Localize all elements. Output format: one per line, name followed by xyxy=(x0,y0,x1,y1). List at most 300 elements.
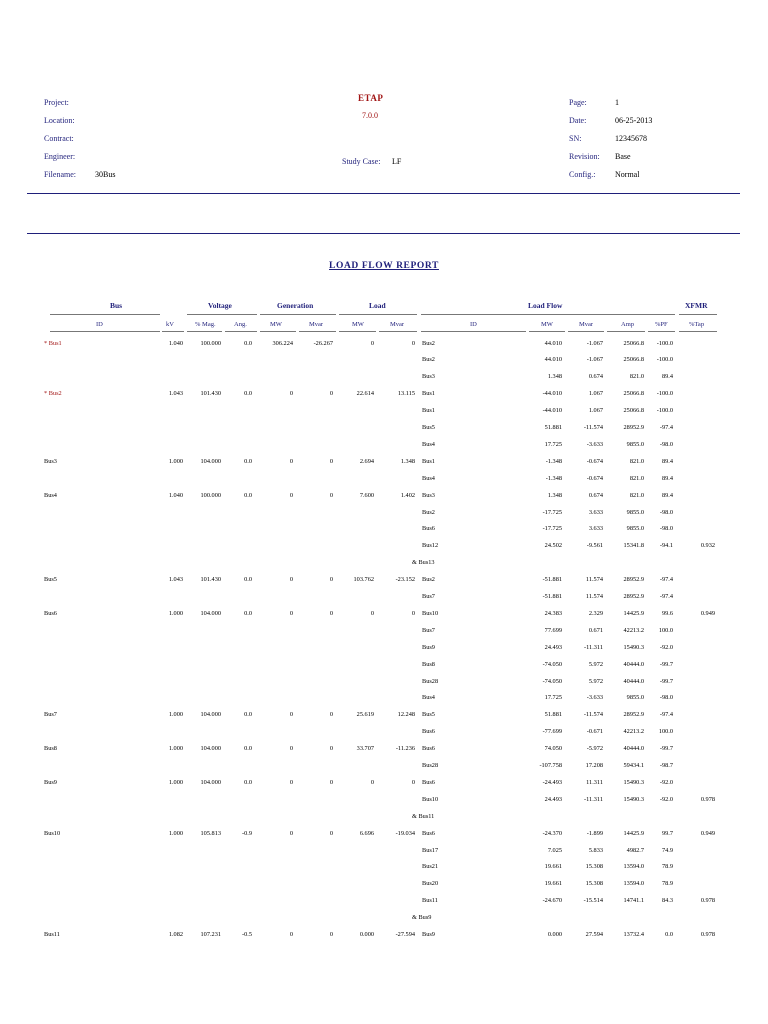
flow-to-bus: Bus6 xyxy=(422,728,435,736)
flow-pf: -92.0 xyxy=(659,778,673,786)
flow-mvar: 1.067 xyxy=(588,390,603,398)
flow-mvar: -3.633 xyxy=(586,694,603,702)
flow-mvar: -5.972 xyxy=(586,745,603,753)
bus-kv: 1.000 xyxy=(168,778,183,786)
bus-kv: 1.043 xyxy=(168,576,183,584)
col-gen-mvar: Mvar xyxy=(309,321,324,328)
rule-tap xyxy=(679,331,717,332)
page-label: Page: xyxy=(569,98,587,107)
gen-mvar: 0 xyxy=(329,829,333,837)
bus-id: Bus7 xyxy=(44,711,57,719)
flow-pf: -98.0 xyxy=(659,694,673,702)
flow-amp: 40444.0 xyxy=(623,745,644,753)
voltage-ang: 0.0 xyxy=(244,491,252,499)
voltage-ang: 0.0 xyxy=(244,339,252,347)
flow-mvar: -0.674 xyxy=(586,474,603,482)
bus-id: Bus3 xyxy=(44,457,57,465)
flow-mw: -44.010 xyxy=(542,407,562,415)
flow-pf: 78.9 xyxy=(661,863,673,871)
load-mw: 6.696 xyxy=(359,829,374,837)
flow-amp: 25066.8 xyxy=(623,407,644,415)
xfmr-tap: 0.949 xyxy=(700,829,715,837)
voltage-mag: 105.813 xyxy=(200,829,221,837)
flow-to-bus: Bus10 xyxy=(422,795,439,803)
flow-mw: 44.010 xyxy=(544,339,562,347)
flow-mvar: 0.671 xyxy=(588,626,603,634)
rule-kv xyxy=(162,331,184,332)
gen-mvar: 0 xyxy=(329,390,333,398)
config-value: Normal xyxy=(615,170,640,179)
page-value: 1 xyxy=(615,98,619,107)
flow-to-bus: Bus3 xyxy=(422,373,435,381)
flow-mw: 17.725 xyxy=(544,694,562,702)
app-name: ETAP xyxy=(358,93,384,103)
flow-pf: 78.9 xyxy=(661,880,673,888)
flow-pf: 0.0 xyxy=(665,931,673,938)
load-mvar: 0 xyxy=(411,339,415,347)
gen-mvar: 0 xyxy=(329,457,333,465)
filename-value: 30Bus xyxy=(95,170,116,179)
flow-pf: 99.7 xyxy=(661,829,673,837)
flow-mvar: -3.633 xyxy=(586,440,603,448)
flow-mw: -1.348 xyxy=(545,457,562,465)
flow-mw: 19.661 xyxy=(544,863,562,871)
revision-value: Base xyxy=(615,152,631,161)
voltage-mag: 104.000 xyxy=(200,778,221,786)
flow-mvar: 17.208 xyxy=(585,762,603,769)
flow-mvar: 5.972 xyxy=(588,660,603,668)
flow-pf: -97.4 xyxy=(659,576,673,584)
gen-mw: 0 xyxy=(289,745,293,753)
load-mvar: 13.115 xyxy=(397,390,415,398)
bus-kv: 1.000 xyxy=(168,745,183,753)
flow-mvar: 1.067 xyxy=(588,407,603,415)
flow-to-bus: Bus12 xyxy=(422,542,439,550)
col-id: ID xyxy=(96,321,103,328)
gen-mw: 0 xyxy=(289,457,293,465)
flow-to-bus: Bus7 xyxy=(422,593,435,600)
group-generation: Generation xyxy=(277,301,314,310)
flow-mvar: 15.308 xyxy=(585,863,603,871)
col-load-mw: MW xyxy=(352,321,364,328)
bus-id: Bus5 xyxy=(44,576,57,584)
rule-id xyxy=(50,331,160,332)
load-mw: 22.614 xyxy=(356,390,374,398)
gen-mvar: 0 xyxy=(329,778,333,786)
bus-kv: 1.082 xyxy=(168,931,183,938)
flow-pf: -100.0 xyxy=(656,339,673,347)
flow-mvar: 3.633 xyxy=(588,525,603,533)
flow-mvar: -0.671 xyxy=(586,728,603,736)
flow-mw: -24.370 xyxy=(542,829,562,837)
flow-mw: 44.010 xyxy=(544,356,562,364)
flow-mvar: 0.674 xyxy=(588,373,603,381)
flow-to-bus: & Bus13 xyxy=(412,559,435,567)
flow-mw: -51.881 xyxy=(542,576,562,584)
rule-pf xyxy=(648,331,675,332)
gen-mw: 0 xyxy=(289,609,293,617)
flow-mw: -44.010 xyxy=(542,390,562,398)
bus-kv: 1.040 xyxy=(168,491,183,499)
flow-mvar: 15.308 xyxy=(585,880,603,888)
flow-pf: 84.3 xyxy=(661,897,673,905)
gen-mw: 0 xyxy=(289,931,293,938)
gen-mw: 0 xyxy=(289,491,293,499)
project-label: Project: xyxy=(44,98,69,107)
load-mvar: 12.248 xyxy=(397,711,415,719)
flow-amp: 25066.8 xyxy=(623,356,644,364)
bus-kv: 1.000 xyxy=(168,457,183,465)
flow-to-bus: Bus20 xyxy=(422,880,439,888)
voltage-ang: 0.0 xyxy=(244,576,252,584)
flow-pf: 100.0 xyxy=(658,626,673,634)
flow-pf: 89.4 xyxy=(661,373,673,381)
col-tap: %Tap xyxy=(689,321,705,328)
rule-xfmr xyxy=(679,314,717,315)
flow-pf: 99.6 xyxy=(661,609,673,617)
flow-mw: 17.725 xyxy=(544,440,562,448)
flow-mvar: -11.311 xyxy=(584,643,603,651)
flow-amp: 42213.2 xyxy=(623,728,644,736)
flow-mw: 24.493 xyxy=(544,643,562,651)
rule-gen-mw xyxy=(260,331,296,332)
flow-amp: 9855.0 xyxy=(626,440,644,448)
col-lf-mw: MW xyxy=(541,321,553,328)
flow-amp: 9855.0 xyxy=(626,525,644,533)
flow-amp: 40444.0 xyxy=(623,660,644,668)
flow-mw: 74.050 xyxy=(544,745,562,753)
flow-to-bus: Bus1 xyxy=(422,407,435,415)
load-mvar: 0 xyxy=(411,609,415,617)
config-label: Config.: xyxy=(569,170,596,179)
gen-mw: 0 xyxy=(289,711,293,719)
flow-amp: 40444.0 xyxy=(623,677,644,685)
rule-ang xyxy=(225,331,257,332)
xfmr-tap: 0.978 xyxy=(700,931,715,938)
bus-kv: 1.043 xyxy=(168,390,183,398)
bus-id: * Bus2 xyxy=(44,390,62,398)
flow-mvar: -1.067 xyxy=(586,356,603,364)
flow-pf: -98.0 xyxy=(659,525,673,533)
col-gen-mw: MW xyxy=(270,321,282,328)
col-ang: Ang. xyxy=(234,321,247,328)
load-mw: 2.694 xyxy=(359,457,374,465)
flow-amp: 13594.0 xyxy=(623,863,644,871)
load-mw: 7.600 xyxy=(359,491,374,499)
flow-mw: -74.050 xyxy=(542,677,562,685)
flow-amp: 28952.9 xyxy=(623,711,644,719)
voltage-ang: 0.0 xyxy=(244,745,252,753)
rule-bus xyxy=(50,314,160,315)
load-mw: 0 xyxy=(370,609,374,617)
study-case-value: LF xyxy=(392,157,402,166)
col-amp: Amp xyxy=(621,321,634,328)
sn-value: 12345678 xyxy=(615,134,647,143)
voltage-mag: 104.000 xyxy=(200,745,221,753)
sn-label: SN: xyxy=(569,134,582,143)
flow-pf: -100.0 xyxy=(656,407,673,415)
voltage-ang: 0.0 xyxy=(244,457,252,465)
flow-to-bus: Bus7 xyxy=(422,626,435,634)
flow-mvar: -9.561 xyxy=(586,542,603,550)
voltage-mag: 100.000 xyxy=(200,339,221,347)
voltage-mag: 104.000 xyxy=(200,609,221,617)
header-divider-top xyxy=(27,193,740,194)
flow-to-bus: Bus6 xyxy=(422,778,435,786)
gen-mvar: 0 xyxy=(329,491,333,499)
flow-pf: -92.0 xyxy=(659,643,673,651)
flow-mvar: 2.329 xyxy=(588,609,603,617)
flow-amp: 9855.0 xyxy=(626,694,644,702)
flow-amp: 15490.3 xyxy=(623,778,644,786)
xfmr-tap: 0.978 xyxy=(700,897,715,905)
load-mvar: -23.152 xyxy=(395,576,415,584)
gen-mvar: -26.267 xyxy=(313,339,333,347)
voltage-ang: 0.0 xyxy=(244,778,252,786)
flow-mw: 24.502 xyxy=(544,542,562,550)
load-mw: 0.000 xyxy=(359,931,374,938)
flow-mvar: 11.311 xyxy=(586,778,603,786)
flow-pf: 89.4 xyxy=(661,457,673,465)
col-lf-mvar: Mvar xyxy=(579,321,594,328)
load-mw: 0 xyxy=(370,778,374,786)
flow-pf: -98.0 xyxy=(659,508,673,516)
flow-to-bus: Bus9 xyxy=(422,643,435,651)
col-pf: %PF xyxy=(655,321,668,328)
flow-amp: 59434.1 xyxy=(623,762,644,769)
flow-amp: 13732.4 xyxy=(623,931,644,938)
flow-to-bus: Bus28 xyxy=(422,762,439,769)
date-value: 06-25-2013 xyxy=(615,116,653,125)
flow-pf: 89.4 xyxy=(661,491,673,499)
engineer-label: Engineer: xyxy=(44,152,76,161)
xfmr-tap: 0.978 xyxy=(700,795,715,803)
flow-to-bus: Bus6 xyxy=(422,525,435,533)
voltage-mag: 107.231 xyxy=(200,931,221,938)
load-mvar: -27.594 xyxy=(395,931,415,938)
flow-to-bus: Bus2 xyxy=(422,508,435,516)
flow-mw: -1.348 xyxy=(545,474,562,482)
rule-load xyxy=(339,314,417,315)
flow-pf: -99.7 xyxy=(659,745,673,753)
flow-pf: -98.7 xyxy=(659,762,673,769)
flow-pf: 89.4 xyxy=(661,474,673,482)
flow-amp: 13594.0 xyxy=(623,880,644,888)
flow-to-bus: Bus11 xyxy=(422,897,438,905)
gen-mvar: 0 xyxy=(329,711,333,719)
gen-mvar: 0 xyxy=(329,745,333,753)
flow-mw: 51.881 xyxy=(544,424,562,431)
flow-to-bus: Bus9 xyxy=(422,931,435,938)
flow-mw: -74.050 xyxy=(542,660,562,668)
flow-mw: 1.348 xyxy=(547,491,562,499)
group-xfmr: XFMR xyxy=(685,301,708,310)
gen-mw: 0 xyxy=(289,576,293,584)
flow-mvar: 11.574 xyxy=(585,576,603,584)
flow-mw: 77.699 xyxy=(544,626,562,634)
flow-pf: -97.4 xyxy=(659,593,673,600)
bus-id: Bus11 xyxy=(44,931,60,938)
flow-to-bus: Bus8 xyxy=(422,660,435,668)
col-lf-id: ID xyxy=(470,321,477,328)
rule-mag xyxy=(187,331,222,332)
flow-mvar: -1.067 xyxy=(586,339,603,347)
gen-mvar: 0 xyxy=(329,931,333,938)
flow-pf: -98.0 xyxy=(659,440,673,448)
load-mvar: 1.348 xyxy=(400,457,415,465)
flow-mw: -51.881 xyxy=(542,593,562,600)
flow-mw: 0.000 xyxy=(547,931,562,938)
flow-to-bus: Bus1 xyxy=(422,390,435,398)
gen-mvar: 0 xyxy=(329,609,333,617)
flow-mvar: -1.899 xyxy=(586,829,603,837)
xfmr-tap: 0.949 xyxy=(700,609,715,617)
flow-pf: -100.0 xyxy=(656,356,673,364)
flow-to-bus: Bus5 xyxy=(422,424,435,431)
flow-to-bus: Bus17 xyxy=(422,846,439,854)
group-load: Load xyxy=(369,301,386,310)
flow-pf: -99.7 xyxy=(659,677,673,685)
flow-to-bus: & Bus11 xyxy=(412,812,435,820)
rule-generation xyxy=(260,314,336,315)
bus-kv: 1.000 xyxy=(168,609,183,617)
flow-mvar: 11.574 xyxy=(585,593,603,600)
load-mvar: -19.034 xyxy=(395,829,415,837)
voltage-ang: 0.0 xyxy=(244,390,252,398)
load-mvar: 0 xyxy=(411,778,415,786)
flow-amp: 28952.9 xyxy=(623,424,644,431)
flow-to-bus: Bus2 xyxy=(422,339,435,347)
flow-amp: 14425.9 xyxy=(623,609,644,617)
flow-mw: 24.493 xyxy=(544,795,562,803)
load-mw: 25.619 xyxy=(356,711,374,719)
flow-to-bus: Bus10 xyxy=(422,609,439,617)
voltage-ang: 0.0 xyxy=(244,609,252,617)
flow-mw: -17.725 xyxy=(542,525,562,533)
voltage-mag: 101.430 xyxy=(200,390,221,398)
flow-amp: 42213.2 xyxy=(623,626,644,634)
flow-to-bus: Bus5 xyxy=(422,711,435,719)
gen-mw: 0 xyxy=(289,390,293,398)
filename-label: Filename: xyxy=(44,170,76,179)
col-pct-mag: % Mag. xyxy=(195,321,216,328)
app-version: 7.0.0 xyxy=(362,111,378,120)
bus-id: Bus8 xyxy=(44,745,57,753)
contract-label: Contract: xyxy=(44,134,74,143)
rule-lf-mw xyxy=(529,331,565,332)
rule-lf-mvar xyxy=(568,331,604,332)
voltage-mag: 100.000 xyxy=(200,491,221,499)
group-voltage: Voltage xyxy=(208,301,232,310)
rule-load-mvar xyxy=(379,331,417,332)
flow-mvar: 5.833 xyxy=(588,846,603,854)
load-mw: 0 xyxy=(370,339,374,347)
rule-gen-mvar xyxy=(299,331,336,332)
flow-mw: 7.025 xyxy=(547,846,562,854)
flow-mw: -24.670 xyxy=(542,897,562,905)
flow-amp: 28952.9 xyxy=(623,593,644,600)
flow-to-bus: Bus4 xyxy=(422,694,435,702)
group-bus: Bus xyxy=(110,301,123,310)
flow-mw: 1.348 xyxy=(547,373,562,381)
flow-amp: 15490.3 xyxy=(623,795,644,803)
rule-load-mw xyxy=(339,331,376,332)
flow-mw: 51.881 xyxy=(544,711,562,719)
gen-mw: 306.224 xyxy=(272,339,293,347)
flow-to-bus: Bus21 xyxy=(422,863,439,871)
bus-id: Bus6 xyxy=(44,609,57,617)
flow-amp: 821.0 xyxy=(629,491,644,499)
flow-amp: 821.0 xyxy=(629,373,644,381)
flow-to-bus: Bus6 xyxy=(422,829,435,837)
flow-to-bus: & Bus9 xyxy=(412,914,432,922)
flow-mvar: -11.311 xyxy=(584,795,603,803)
bus-id: * Bus1 xyxy=(44,339,62,347)
rule-lf-id xyxy=(421,331,526,332)
flow-mvar: -15.514 xyxy=(583,897,603,905)
voltage-mag: 104.000 xyxy=(200,711,221,719)
flow-to-bus: Bus2 xyxy=(422,576,435,584)
bus-kv: 1.000 xyxy=(168,711,183,719)
study-case-label: Study Case: xyxy=(342,157,381,166)
flow-to-bus: Bus3 xyxy=(422,491,435,499)
flow-to-bus: Bus28 xyxy=(422,677,439,685)
date-label: Date: xyxy=(569,116,587,125)
flow-amp: 15490.3 xyxy=(623,643,644,651)
revision-label: Revision: xyxy=(569,152,600,161)
load-mw: 33.707 xyxy=(356,745,374,753)
flow-to-bus: Bus4 xyxy=(422,440,435,448)
col-kv: kV xyxy=(166,321,174,328)
flow-to-bus: Bus4 xyxy=(422,474,435,482)
gen-mw: 0 xyxy=(289,829,293,837)
rule-amp xyxy=(607,331,645,332)
flow-amp: 4982.7 xyxy=(626,846,644,854)
bus-id: Bus4 xyxy=(44,491,57,499)
flow-amp: 821.0 xyxy=(629,457,644,465)
flow-amp: 28952.9 xyxy=(623,576,644,584)
flow-amp: 25066.8 xyxy=(623,390,644,398)
gen-mvar: 0 xyxy=(329,576,333,584)
flow-mvar: 3.633 xyxy=(588,508,603,516)
location-label: Location: xyxy=(44,116,75,125)
flow-pf: -97.4 xyxy=(659,424,673,431)
flow-pf: -97.4 xyxy=(659,711,673,719)
flow-mw: 24.383 xyxy=(544,609,562,617)
flow-pf: 100.0 xyxy=(658,728,673,736)
flow-amp: 25066.8 xyxy=(623,339,644,347)
flow-mw: -17.725 xyxy=(542,508,562,516)
flow-mvar: 5.972 xyxy=(588,677,603,685)
flow-to-bus: Bus2 xyxy=(422,356,435,364)
flow-mw: -77.699 xyxy=(542,728,562,736)
flow-to-bus: Bus6 xyxy=(422,745,435,753)
voltage-ang: -0.5 xyxy=(242,931,252,938)
flow-mvar: 27.594 xyxy=(585,931,603,938)
flow-amp: 9855.0 xyxy=(626,508,644,516)
flow-pf: -92.0 xyxy=(659,795,673,803)
flow-pf: 74.9 xyxy=(661,846,673,854)
rule-load-flow xyxy=(421,314,675,315)
flow-mvar: 0.674 xyxy=(588,491,603,499)
flow-mw: -24.493 xyxy=(542,778,562,786)
flow-amp: 15341.8 xyxy=(623,542,644,550)
flow-mw: -107.758 xyxy=(539,762,562,769)
rule-voltage xyxy=(187,314,257,315)
report-title: LOAD FLOW REPORT xyxy=(329,261,439,271)
flow-mvar: -11.574 xyxy=(583,711,603,719)
flow-mw: 19.661 xyxy=(544,880,562,888)
